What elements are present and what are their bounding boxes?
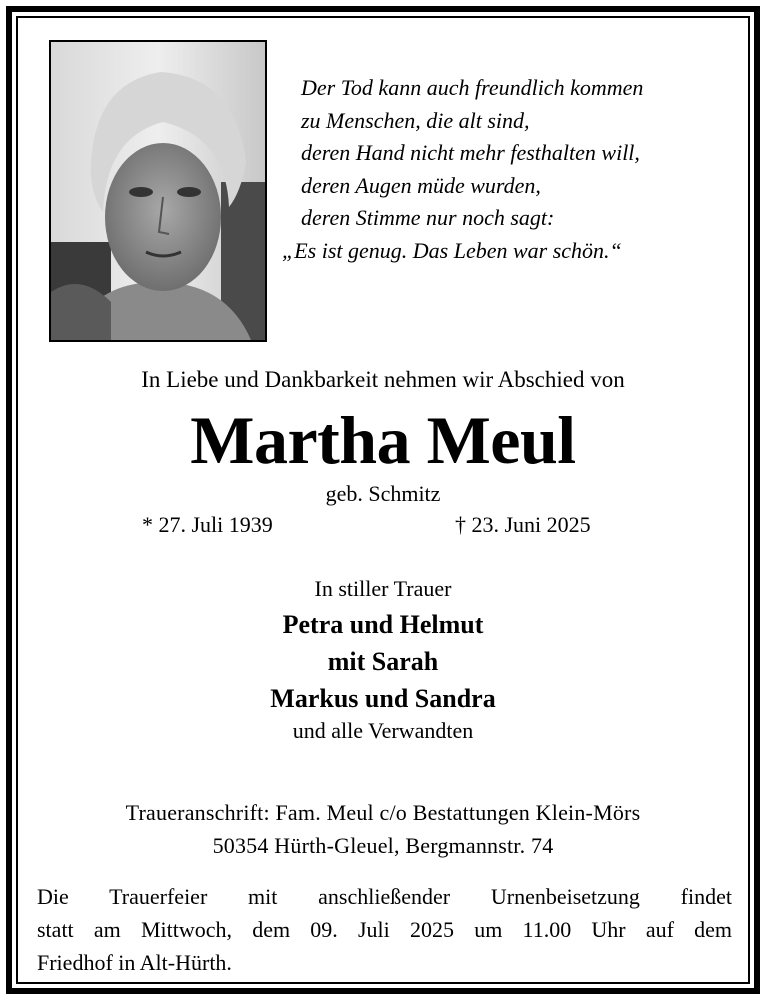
farewell-intro: In Liebe und Dankbarkeit nehmen wir Abschied von bbox=[141, 367, 625, 392]
poem-line: zu Menschen, die alt sind, bbox=[301, 107, 530, 133]
mourning-title: In stiller Trauer bbox=[314, 576, 452, 601]
deceased-name: Martha Meul bbox=[190, 402, 576, 478]
mourning-address-city: 50354 Hürth-Gleuel, Bergmannstr. 74 bbox=[212, 833, 554, 858]
portrait-photo bbox=[49, 40, 267, 342]
mourner-entry: Petra und Helmut bbox=[282, 610, 484, 639]
poem-line: Der Tod kann auch freundlich kommen bbox=[301, 75, 644, 100]
maiden-name: geb. Schmitz bbox=[325, 481, 441, 506]
birth-date: * 27. Juli 1939 bbox=[142, 512, 273, 537]
poem-line: deren Stimme nur noch sagt: bbox=[301, 205, 555, 231]
relatives-line: und alle Verwandten bbox=[292, 718, 474, 743]
mourning-address: Traueranschrift: Fam. Meul c/o Bestattungen Klein-Mörs bbox=[125, 800, 641, 825]
poem-line: deren Augen müde wurden, bbox=[301, 172, 541, 198]
mourners-list bbox=[0, 606, 766, 717]
funeral-line: Die Trauerfeier mit anschließender Urnenbeisetzung findet bbox=[37, 884, 732, 909]
funeral-info bbox=[37, 880, 732, 979]
poem bbox=[282, 72, 732, 268]
death-date: † 23. Juni 2025 bbox=[455, 512, 591, 537]
mourner-entry: Markus und Sandra bbox=[270, 684, 496, 713]
poem-line: „Es ist genug. Das Leben war schön.“ bbox=[282, 237, 622, 263]
funeral-line: Friedhof in Alt-Hürth. bbox=[37, 950, 232, 975]
funeral-line: statt am Mittwoch, dem 09. Juli 2025 um 11.00 Uhr auf dem bbox=[37, 917, 732, 942]
mourner-entry: mit Sarah bbox=[327, 647, 439, 676]
poem-line: deren Hand nicht mehr festhalten will, bbox=[301, 140, 640, 166]
